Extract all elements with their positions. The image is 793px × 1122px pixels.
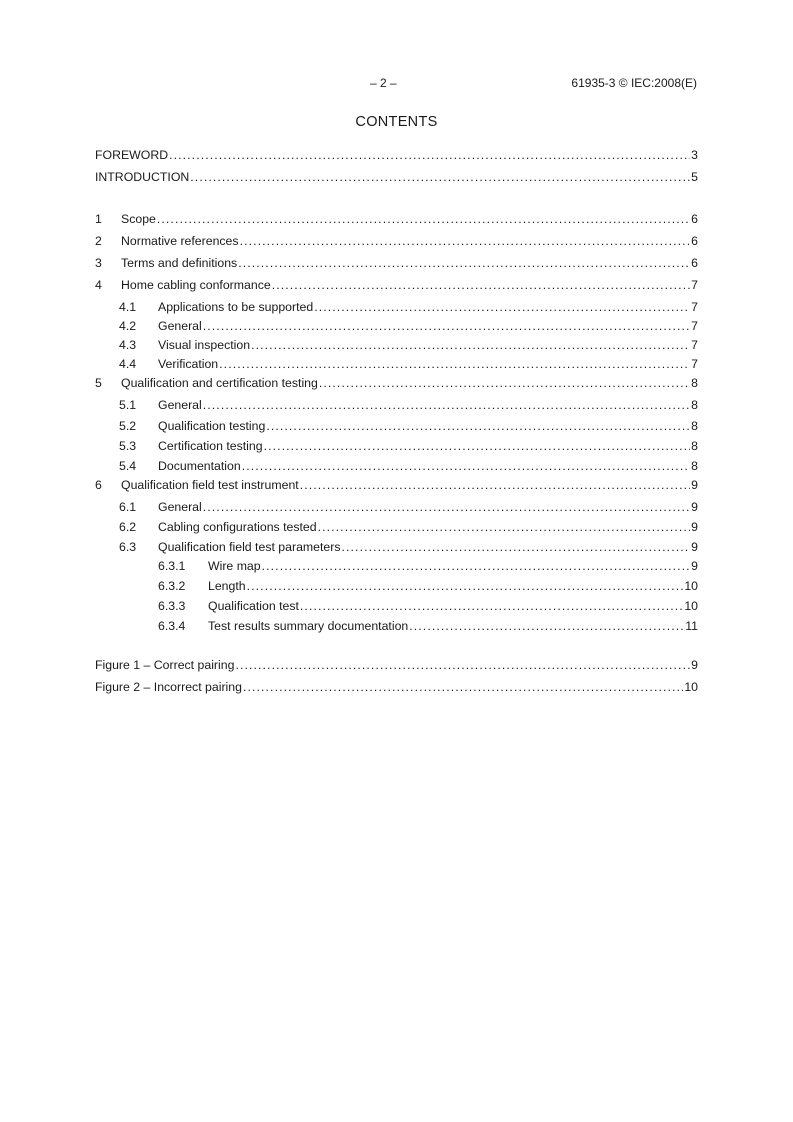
toc-number: 4.1 [119, 300, 137, 314]
dot-leader [262, 559, 691, 573]
toc-title: Certification testing [158, 439, 263, 453]
toc-number: 5 [95, 376, 102, 390]
toc-number: 4.3 [119, 338, 137, 352]
toc-entry-6-2[interactable] [119, 516, 698, 534]
toc-title: Qualification testing [158, 419, 266, 433]
toc-page: 7 [691, 357, 698, 371]
dot-leader [157, 212, 690, 226]
toc-page: 6 [691, 234, 698, 248]
toc-number: 4.4 [119, 357, 137, 371]
toc-entry-4-3[interactable] [119, 334, 698, 352]
toc-number: 6.3.3 [158, 599, 186, 613]
toc-page: 8 [691, 376, 698, 390]
toc-title: Verification [158, 357, 219, 371]
toc-page: 9 [691, 559, 698, 573]
toc-entry-6-3-2[interactable] [158, 575, 698, 593]
page-number: – 2 – [370, 76, 397, 90]
toc-page: 10 [684, 599, 698, 613]
toc-entry-4-2[interactable] [119, 315, 698, 333]
toc-page: 11 [685, 619, 698, 633]
dot-leader [242, 459, 690, 473]
toc-page: 5 [691, 170, 698, 184]
dot-leader [300, 478, 690, 492]
toc-number: 3 [95, 256, 102, 270]
toc-title: General [158, 319, 202, 333]
toc-number: 6 [95, 478, 102, 492]
dot-leader [169, 148, 690, 162]
toc-title: General [158, 398, 202, 412]
toc-title: Documentation [158, 459, 241, 473]
toc-page: 7 [691, 300, 698, 314]
dot-leader [318, 520, 691, 534]
toc-number: 4 [95, 278, 102, 292]
dot-leader [219, 357, 690, 371]
toc-page: 8 [691, 398, 698, 412]
dot-leader [342, 540, 691, 554]
toc-entry-2[interactable] [95, 230, 698, 248]
toc-entry-figure-1[interactable] [95, 654, 698, 672]
toc-number: 1 [95, 212, 102, 226]
toc-number: 6.3 [119, 540, 137, 554]
toc-page: 8 [691, 419, 698, 433]
toc-entry-5-2[interactable] [119, 415, 698, 433]
toc-title: Figure 2 – Incorrect pairing [95, 680, 242, 694]
dot-leader [319, 376, 690, 390]
toc-page: 7 [691, 278, 698, 292]
dot-leader [203, 500, 690, 514]
dot-leader [203, 319, 690, 333]
toc-title: Home cabling conformance [121, 278, 271, 292]
page-header [0, 76, 793, 92]
toc-entry-6-3-4[interactable] [158, 615, 698, 633]
toc-title: Qualification and certification testing [121, 376, 318, 390]
toc-entry-6-1[interactable] [119, 496, 698, 514]
toc-page: 7 [691, 319, 698, 333]
toc-number: 2 [95, 234, 102, 248]
toc-page: 8 [691, 459, 698, 473]
toc-page: 9 [691, 658, 698, 672]
toc-title: Cabling configurations tested [158, 520, 317, 534]
toc-page: 9 [691, 520, 698, 534]
toc-title: INTRODUCTION [95, 170, 190, 184]
dot-leader [240, 234, 691, 248]
toc-page: 9 [691, 478, 698, 492]
toc-entry-introduction[interactable] [95, 166, 698, 184]
dot-leader [264, 439, 691, 453]
toc-entry-4-1[interactable] [119, 296, 698, 314]
toc-number: 6.1 [119, 500, 137, 514]
toc-title: Normative references [121, 234, 239, 248]
toc-title: Qualification field test parameters [158, 540, 341, 554]
dot-leader [314, 300, 690, 314]
toc-entry-6-3-3[interactable] [158, 595, 698, 613]
toc-entry-5-4[interactable] [119, 455, 698, 473]
toc-entry-figure-2[interactable] [95, 676, 698, 694]
dot-leader [251, 338, 690, 352]
toc-entry-4-4[interactable] [119, 353, 698, 371]
toc-page: 9 [691, 500, 698, 514]
page-title: CONTENTS [355, 114, 438, 130]
toc-page: 9 [691, 540, 698, 554]
toc-page: 7 [691, 338, 698, 352]
standard-id: 61935-3 © IEC:2008(E) [571, 76, 697, 90]
toc-title: Wire map [208, 559, 261, 573]
dot-leader [203, 398, 690, 412]
toc-entry-foreword[interactable] [95, 144, 698, 162]
toc-title: Applications to be supported [158, 300, 314, 314]
toc-page: 6 [691, 256, 698, 270]
toc-number: 5.3 [119, 439, 137, 453]
toc-title: General [158, 500, 202, 514]
dot-leader [247, 579, 684, 593]
toc-page: 10 [684, 579, 698, 593]
dot-leader [238, 256, 690, 270]
toc-page: 3 [691, 148, 698, 162]
dot-leader [235, 658, 690, 672]
toc-page: 6 [691, 212, 698, 226]
toc-number: 6.3.2 [158, 579, 186, 593]
dot-leader [266, 419, 690, 433]
toc-page: 10 [684, 680, 698, 694]
toc-title: Scope [121, 212, 156, 226]
toc-title: Qualification test [208, 599, 299, 613]
toc-title: Figure 1 – Correct pairing [95, 658, 235, 672]
toc-entry-1[interactable] [95, 208, 698, 226]
toc-title: Visual inspection [158, 338, 251, 352]
toc-number: 5.1 [119, 398, 137, 412]
toc-entry-4[interactable] [95, 274, 698, 292]
dot-leader [190, 170, 690, 184]
toc-title: Test results summary documentation [208, 619, 409, 633]
toc-number: 6.3.4 [158, 619, 186, 633]
dot-leader [300, 599, 683, 613]
toc-title: Terms and definitions [121, 256, 238, 270]
toc-title: FOREWORD [95, 148, 169, 162]
toc-number: 6.3.1 [158, 559, 186, 573]
toc-number: 4.2 [119, 319, 137, 333]
toc-entry-5-3[interactable] [119, 435, 698, 453]
toc-number: 5.4 [119, 459, 137, 473]
toc-entry-3[interactable] [95, 252, 698, 270]
toc-entry-6-3-1[interactable] [158, 555, 698, 573]
toc-number: 6.2 [119, 520, 137, 534]
toc-entry-5[interactable] [95, 372, 698, 390]
toc-page: 8 [691, 439, 698, 453]
toc-title: Length [208, 579, 246, 593]
toc-entry-5-1[interactable] [119, 394, 698, 412]
toc-number: 5.2 [119, 419, 137, 433]
toc-title: Qualification field test instrument [121, 478, 299, 492]
dot-leader [409, 619, 684, 633]
dot-leader [243, 680, 683, 694]
toc-entry-6[interactable] [95, 474, 698, 492]
toc-entry-6-3[interactable] [119, 536, 698, 554]
dot-leader [272, 278, 690, 292]
